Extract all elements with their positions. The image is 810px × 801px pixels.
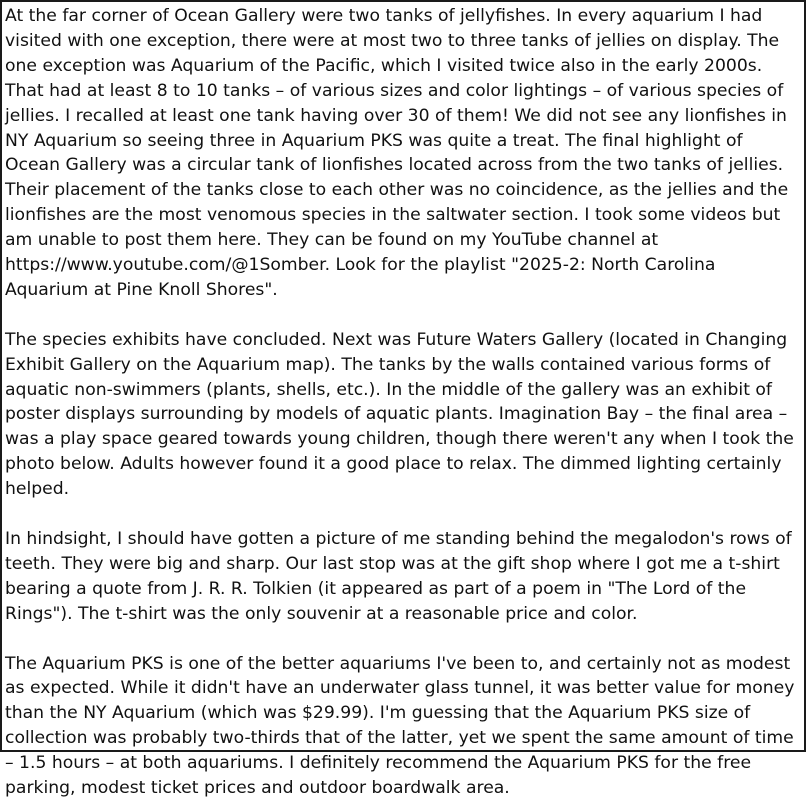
paragraph-future-waters-gallery: The species exhibits have concluded. Next was Future Waters Gallery (located in Changing Exhibit Gallery on the Aquarium map). The tanks by the walls contained various forms of aquatic non-swimmers (plants, shells, etc.). In the middle of the gallery was an exhibit of poster displays surrounding by models of aquatic plants. Imagination Bay – the final area –was a play space geared towards young children, though there weren't any when I took the photo below. Adults however found it a good place to relax. The dimmed lighting certainly helped.: [5, 329, 794, 500]
paragraph-gift-shop: In hindsight, I should have gotten a picture of me standing behind the megalodon's rows of teeth. They were big and sharp. Our last stop was at the gift shop where I got me a t-shirt bearing a quote from J. R. R. Tolkien (it appeared as part of a poem in "The Lord of the Rings"). The t-shirt was the only souvenir at a reasonable price and color.: [5, 529, 792, 624]
paragraph-conclusion: The Aquarium PKS is one of the better aquariums I've been to, and certainly not as modest as expected. While it didn't have an underwater glass tunnel, it was better value for money than the NY Aquarium (which was $29.99). I'm guessing that the Aquarium PKS size of collection was probably two-thirds that of the latter, yet we spent the same amount of time – 1.5 hours – at both aquariums. I definitely recommend the Aquarium PKS for the free parking, modest ticket prices and outdoor boardwalk area.: [5, 653, 795, 799]
paragraph-jellyfish-lionfish: At the far corner of Ocean Gallery were two tanks of jellyfishes. In every aquarium I had visited with one exception, there were at most two to three tanks of jellies on display. The one exception was Aquarium of the Pacific, which I visited twice also in the early 2000s. That had at least 8 to 10 tanks – of various sizes and color lightings – of various species of jellies. I recalled at least one tank having over 30 of them! We did not see any lionfishes in NY Aquarium so seeing three in Aquarium PKS was quite a treat. The final highlight of Ocean Gallery was a circular tank of lionfishes located across from the two tanks of jellies. Their placement of the tanks close to each other was no coincidence, as the jellies and the lionfishes are the most venomous species in the saltwater section. I took some videos but am unable to post them here. They can be found on my YouTube channel at https://www.youtube.com/@1Somber. Look for the playlist "2025-2: North Carolina Aquarium at Pine Knoll Shores".: [5, 6, 789, 300]
document-body[interactable]: [5, 4, 801, 801]
